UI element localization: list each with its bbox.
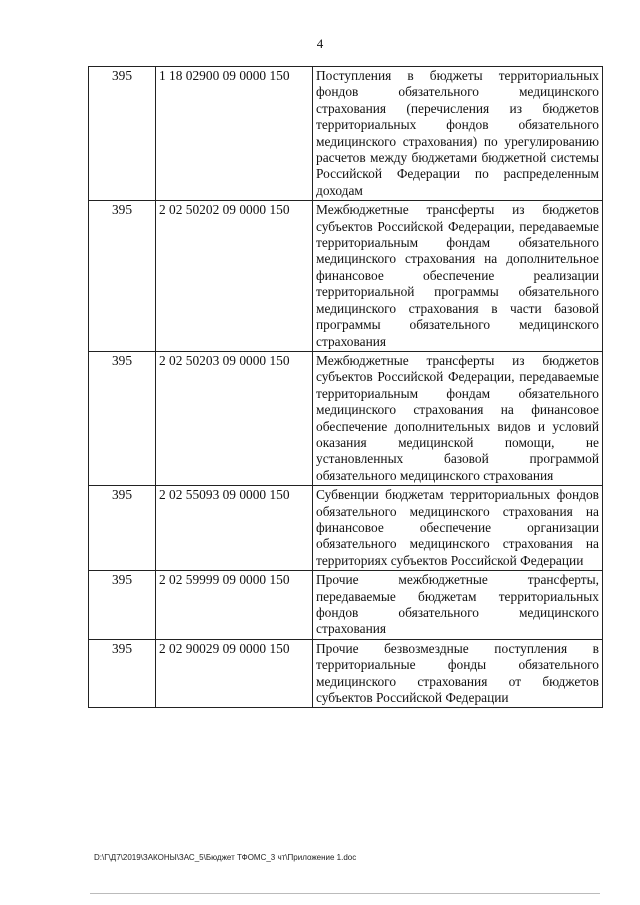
admin-code-cell: 395	[89, 486, 156, 571]
table-row	[89, 571, 603, 640]
budget-code-cell: 2 02 50203 09 0000 150	[156, 351, 313, 485]
description-cell: Субвенции бюджетам территориальных фондов обязательного медицинского страхования на финансовое обеспечение организации обязательного медицинского страхования на территориях субъектов Российской Федерации	[313, 486, 603, 571]
table-row	[89, 67, 603, 201]
scan-artifact	[90, 893, 600, 894]
budget-code-cell: 2 02 55093 09 0000 150	[156, 486, 313, 571]
description-cell: Прочие межбюджетные трансферты, передаваемые бюджетам территориальных фондов обязательного медицинского страхования	[313, 571, 603, 640]
admin-code-cell: 395	[89, 639, 156, 708]
page-number: 4	[316, 36, 324, 51]
description-cell: Поступления в бюджеты территориальных фондов обязательного медицинского страхования (перечисления из бюджетов территориальных фондов обязательного медицинского страхования) по урегулированию расчетов между бюджетами бюджетной системы Российской Федерации по распределенным доходам	[313, 67, 603, 201]
table-row	[89, 351, 603, 485]
table-row	[89, 486, 603, 571]
file-path-footer: D:\Г\Д7\2019\ЗАКОНЫ\ЗАС_5\Бюджет ТФОМС_3 чт\Приложение 1.doc	[94, 853, 357, 862]
budget-code-cell: 2 02 59999 09 0000 150	[156, 571, 313, 640]
table-row	[89, 201, 603, 352]
description-cell: Межбюджетные трансферты из бюджетов субъектов Российской Федерации, передаваемые территориальным фондам обязательного медицинского страхования на дополнительное финансовое обеспечение реализации территориальной программы обязательного медицинского страхования в части базовой программы обязательного медицинского страхования	[313, 201, 603, 352]
admin-code-cell: 395	[89, 67, 156, 201]
budget-code-cell: 2 02 90029 09 0000 150	[156, 639, 313, 708]
admin-code-cell: 395	[89, 201, 156, 352]
revenue-codes-table	[88, 66, 603, 708]
description-cell: Межбюджетные трансферты из бюджетов субъектов Российской Федерации, передаваемые территориальным фондам обязательного медицинского страхования на финансовое обеспечение дополнительных видов и условий оказания медицинской помощи, не установленных базовой программой обязательного медицинского страхования	[313, 351, 603, 485]
table-body	[89, 67, 603, 708]
budget-code-cell: 2 02 50202 09 0000 150	[156, 201, 313, 352]
budget-code-cell: 1 18 02900 09 0000 150	[156, 67, 313, 201]
description-cell: Прочие безвозмездные поступления в территориальные фонды обязательного медицинского страхования от бюджетов субъектов Российской Федерации	[313, 639, 603, 708]
admin-code-cell: 395	[89, 571, 156, 640]
table-row	[89, 639, 603, 708]
admin-code-cell: 395	[89, 351, 156, 485]
